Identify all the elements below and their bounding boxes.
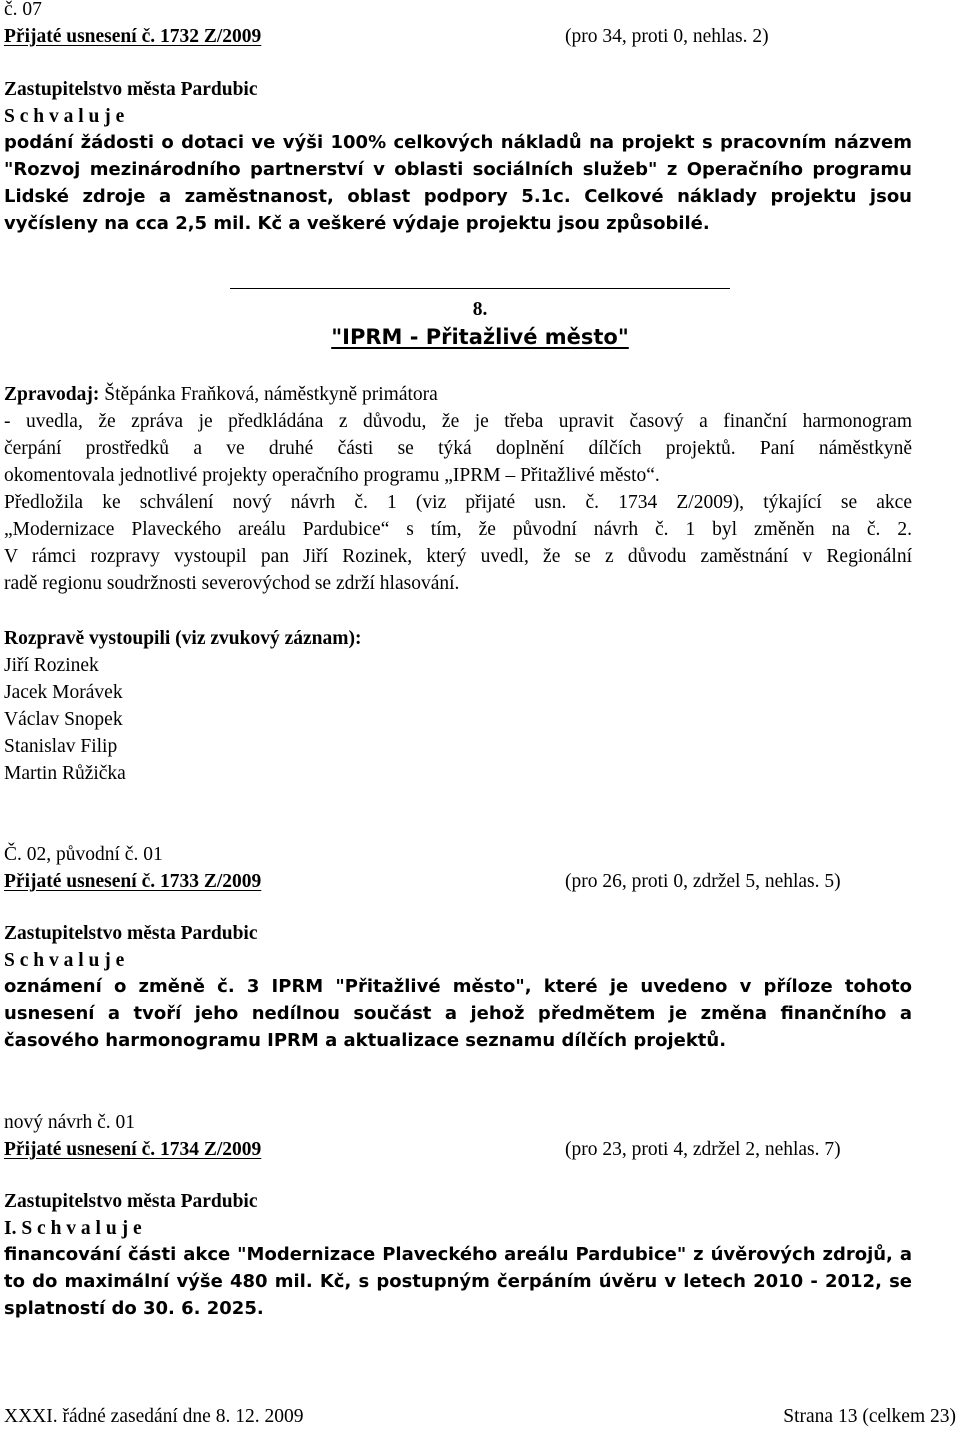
approves-1733: S c h v a l u j e — [4, 950, 125, 971]
speaker-name: Martin Růžička — [4, 763, 126, 784]
council-name-1733: Zastupitelstvo města Pardubic — [4, 923, 258, 944]
resolution-1733-body-line: časového harmonogramu IPRM a aktualizace seznamu dílčích projektů. — [4, 1030, 727, 1051]
report-line: - uvedla, že zpráva je předkládána z důvodu, že je třeba upravit časový a finanční harmonogram — [4, 411, 912, 432]
footer-session: XXXI. řádné zasedání dne 8. 12. 2009 — [4, 1406, 304, 1427]
report-line: čerpání prostředků a ve druhé části se týká doplnění dílčích projektů. Paní náměstkyně — [4, 438, 912, 459]
speaker-name: Jacek Morávek — [4, 682, 123, 703]
resolution-1733-ref: Č. 02, původní č. 01 — [4, 844, 163, 865]
resolution-1733-heading: Přijaté usnesení č. 1733 Z/2009 — [4, 871, 262, 892]
report-line: „Modernizace Plaveckého areálu Pardubice“ s tím, že původní návrh č. 1 byl změněn na č. 2. — [4, 519, 912, 540]
reporter-line — [4, 385, 438, 405]
report-line: radě regionu soudržnosti severovýchod se zdrží hlasování. — [4, 573, 460, 594]
section-number: 8. — [472, 299, 488, 320]
approves-1732: S c h v a l u j e — [4, 106, 125, 127]
resolution-1732-body-line: podání žádosti o dotaci ve výši 100% celkových nákladů na projekt s pracovním názvem — [4, 132, 912, 153]
resolution-1734-ref: nový návrh č. 01 — [4, 1112, 136, 1133]
resolution-1734-body-line: financování části akce "Modernizace Plaveckého areálu Pardubice" z úvěrových zdrojů, a — [4, 1244, 912, 1265]
report-line: V rámci rozpravy vystoupil pan Jiří Rozinek, který uvedl, že se z důvodu zaměstnání v Regionální — [4, 546, 912, 567]
resolution-1733-body-line: oznámení o změně č. 3 IPRM "Přitažlivé město", které je uvedeno v příloze tohoto — [4, 976, 912, 997]
footer-page-number: Strana 13 (celkem 23) — [783, 1406, 956, 1427]
resolution-1733-body-line: usnesení a tvoří jeho nedílnou součást a jehož předmětem je změna finančního a — [4, 1003, 912, 1024]
speaker-name: Stanislav Filip — [4, 736, 118, 757]
section-title: "IPRM - Přitažlivé město" — [331, 325, 629, 349]
resolution-1734-vote: (pro 23, proti 4, zdržel 2, nehlas. 7) — [565, 1139, 841, 1160]
resolution-1732-vote: (pro 34, proti 0, nehlas. 2) — [565, 26, 769, 47]
resolution-1732-body-line: Lidské zdroje a zaměstnanost, oblast podpory 5.1c. Celkové náklady projektu jsou — [4, 186, 912, 207]
item-number: č. 07 — [4, 0, 42, 20]
approves-1734: I. S c h v a l u j e — [4, 1218, 142, 1239]
reporter-name: Štěpánka Fraňková, náměstkyně primátora — [104, 384, 438, 405]
resolution-1732-body-line: "Rozvoj mezinárodního partnerství v oblasti sociálních služeb" z Operačního programu — [4, 159, 912, 180]
resolution-1734-body-line: to do maximální výše 480 mil. Kč, s postupným čerpáním úvěru v letech 2010 - 2012, se — [4, 1271, 912, 1292]
resolution-1732-body-line: vyčísleny na cca 2,5 mil. Kč a veškeré výdaje projektu jsou způsobilé. — [4, 213, 710, 234]
council-name-1732: Zastupitelstvo města Pardubic — [4, 79, 258, 100]
speaker-name: Jiří Rozinek — [4, 655, 99, 676]
resolution-1732-heading: Přijaté usnesení č. 1732 Z/2009 — [4, 26, 262, 47]
section-divider — [230, 288, 730, 289]
report-line: Předložila ke schválení nový návrh č. 1 (viz přijaté usn. č. 1734 Z/2009), týkající se akce — [4, 492, 912, 513]
resolution-1734-body-line: splatností do 30. 6. 2025. — [4, 1298, 264, 1319]
reporter-label: Zpravodaj: — [4, 384, 100, 405]
report-line: okomentovala jednotlivé projekty operačního programu „IPRM – Přitažlivé město“. — [4, 465, 660, 486]
council-name-1734: Zastupitelstvo města Pardubic — [4, 1191, 258, 1212]
speaker-name: Václav Snopek — [4, 709, 123, 730]
resolution-1733-vote: (pro 26, proti 0, zdržel 5, nehlas. 5) — [565, 871, 841, 892]
resolution-1734-heading: Přijaté usnesení č. 1734 Z/2009 — [4, 1139, 262, 1160]
debate-label: Rozpravě vystoupili (viz zvukový záznam): — [4, 628, 362, 649]
